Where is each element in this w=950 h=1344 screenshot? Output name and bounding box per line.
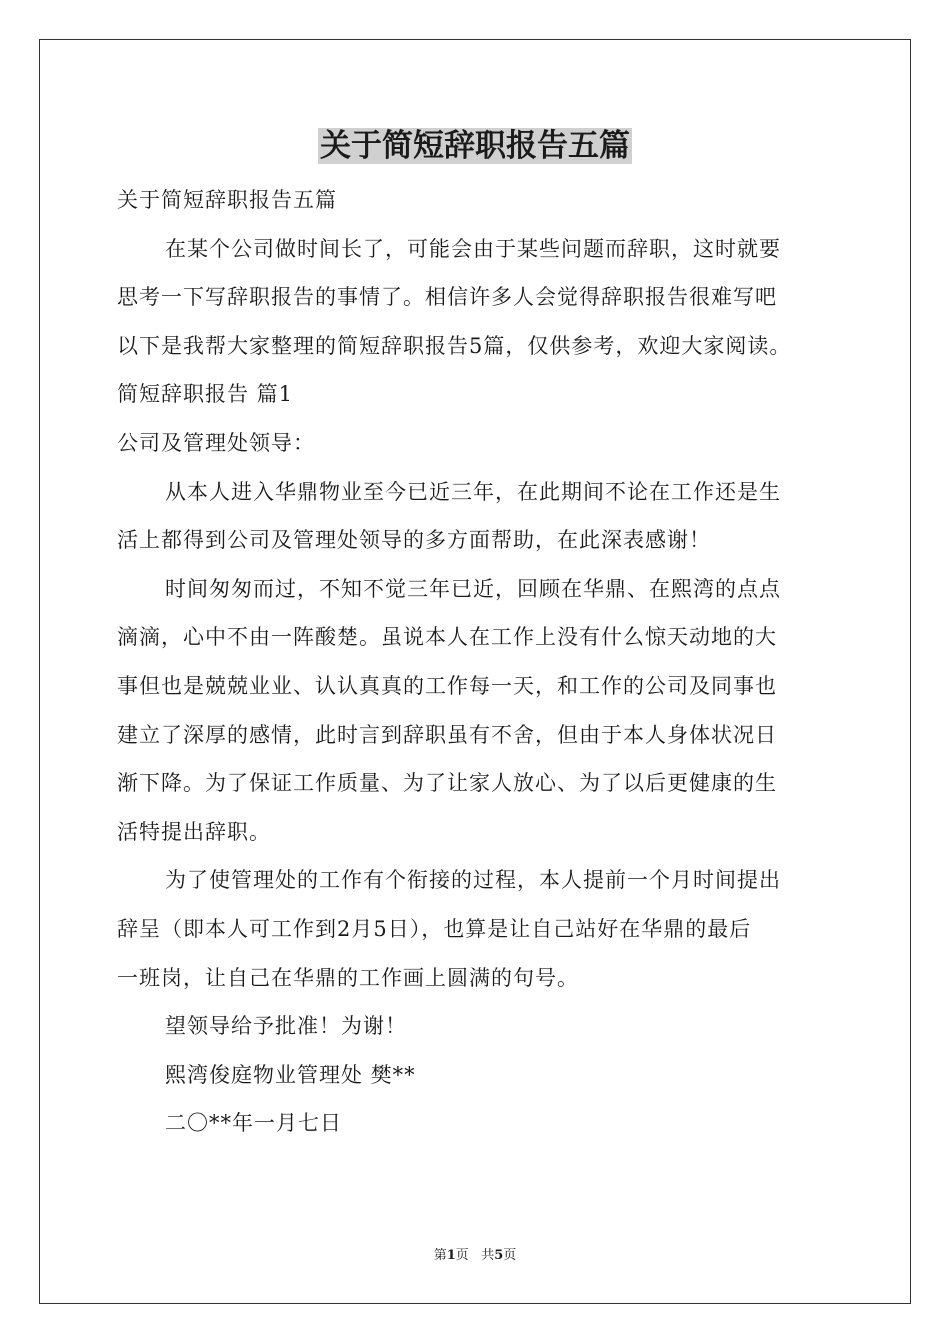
text-line: 以下是我帮大家整理的简短辞职报告5篇，仅供参考，欢迎大家阅读。: [117, 333, 792, 358]
date-line: 二〇**年一月七日: [165, 1111, 342, 1136]
text-line: 时间匆匆而过，不知不觉三年已近，回顾在华鼎、在熙湾的点点: [165, 576, 781, 601]
page-prefix: 第: [433, 1248, 447, 1263]
closing-line: 望领导给予批准！为谢！: [165, 1014, 407, 1039]
subtitle-line: 关于简短辞职报告五篇: [117, 188, 337, 212]
title-text: 关于简短辞职报告五篇: [320, 128, 630, 164]
page-number: 1: [446, 1248, 456, 1263]
section-heading: 简短辞职报告 篇1: [117, 382, 294, 407]
document-title: [0, 124, 950, 168]
signature-line: 熙湾俊庭物业管理处 樊**: [165, 1062, 416, 1087]
text-line: 为了使管理处的工作有个衔接的过程，本人提前一个月时间提出: [165, 868, 781, 893]
text-line: 建立了深厚的感情，此时言到辞职虽有不舍，但由于本人身体状况日: [117, 722, 777, 747]
text-line: 活上都得到公司及管理处领导的多方面帮助，在此深表感谢！: [117, 528, 711, 553]
text-line: 活特提出辞职。: [117, 819, 271, 844]
total-prefix: 共: [481, 1248, 495, 1263]
text-line: 一班岗，让自己在华鼎的工作画上圆满的句号。: [117, 965, 579, 990]
page-footer: [0, 1244, 950, 1263]
page-suffix: 页: [455, 1248, 469, 1263]
text-line: 辞呈（即本人可工作到2月5日），也算是让自己站好在华鼎的最后: [117, 916, 752, 941]
text-line: 事但也是兢兢业业、认认真真的工作每一天，和工作的公司及同事也: [117, 673, 777, 698]
text-line: 渐下降。为了保证工作质量、为了让家人放心、为了以后更健康的生: [117, 771, 777, 796]
total-suffix: 页: [503, 1248, 517, 1263]
text-line: 在某个公司做时间长了，可能会由于某些问题而辞职，这时就要: [165, 236, 781, 261]
total-pages: 5: [494, 1248, 504, 1263]
text-line: 滴滴，心中不由一阵酸楚。虽说本人在工作上没有什么惊天动地的大: [117, 625, 777, 650]
text-line: 思考一下写辞职报告的事情了。相信许多人会觉得辞职报告很难写吧: [117, 285, 777, 310]
text-line: 从本人进入华鼎物业至今已近三年，在此期间不论在工作还是生: [165, 479, 781, 504]
salutation: 公司及管理处领导：: [117, 430, 315, 455]
document-body: [117, 176, 841, 1148]
